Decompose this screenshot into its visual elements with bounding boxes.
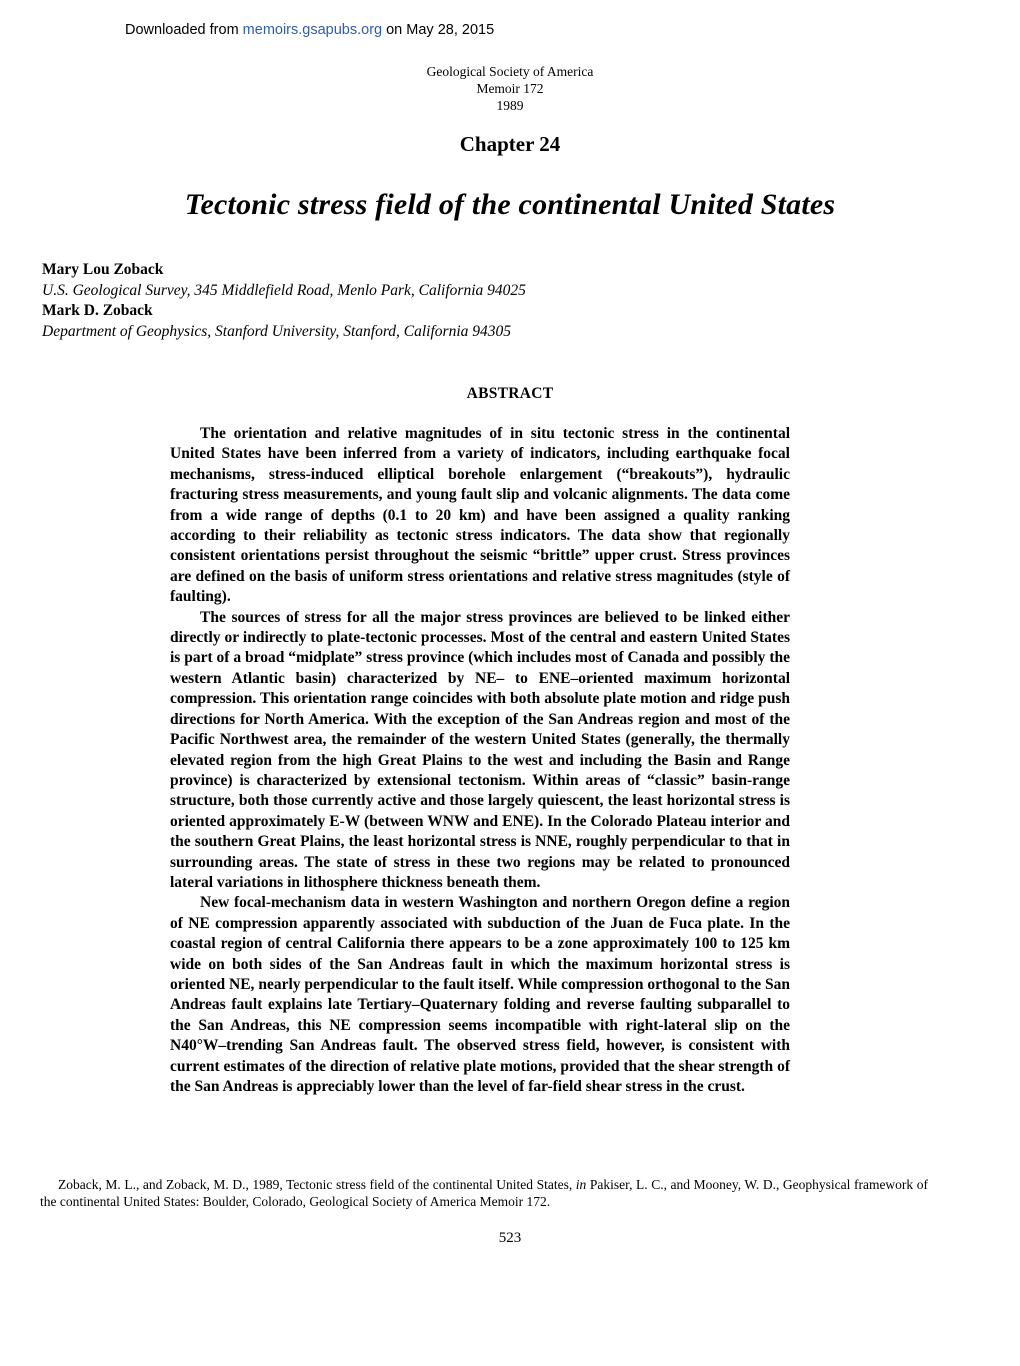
authors-block [42,260,920,342]
citation-text: Zoback, M. L., and Zoback, M. D., 1989, Tectonic stress field of the continental United States, [58,1177,576,1192]
publication-info [0,63,1020,114]
download-prefix: Downloaded from [125,22,243,38]
abstract-heading: ABSTRACT [466,385,554,402]
paper-title: Tectonic stress field of the continental United States [184,188,836,221]
publication-year: 1989 [496,98,524,113]
source-link[interactable]: memoirs.gsapubs.org [242,22,383,38]
citation-text: Pakiser, L. C., and Mooney, W. D., Geophysical framework of the continental United States: Boulder, Colorado, Geological Society of America Memoir 172. [40,1177,928,1209]
author-affiliation: Department of Geophysics, Stanford University, Stanford, California 94305 [42,322,511,340]
citation-footnote [40,1176,928,1210]
download-notice [125,22,494,38]
author-affiliation: U.S. Geological Survey, 345 Middlefield Road, Menlo Park, California 94025 [42,281,526,299]
download-suffix: on May 28, 2015 [382,22,495,38]
abstract-paragraph: The sources of stress for all the major stress provinces are believed to be linked either directly or indirectly to plate-tectonic processes. Most of the central and eastern United States is part of a broad “midplate” stress province (which includes most of Canada and possibly the western Atlantic basin) characterized by NE– to ENE–oriented maximum horizontal compression. This orientation range coincides with both absolute plate motion and ridge push directions for North America. With the exception of the San Andreas region and most of the Pacific Northwest area, the remainder of the western United States (generally, the thermally elevated region from the high Great Plains to the west and including the Basin and Range province) is characterized by extensional tectonism. Within areas of “classic” basin-range structure, both those currently active and those largely quiescent, the least horizontal stress is oriented approximately E-W (between WNW and ENE). In the Colorado Plateau interior and the southern Great Plains, the least horizontal stress is NNE, roughly perpendicular to that in surrounding areas. The state of stress in these two regions may be related to pronounced lateral variations in lithosphere thickness beneath them. [170,608,790,891]
chapter-heading: Chapter 24 [459,132,561,156]
page-number: 523 [498,1230,522,1246]
citation-in-marker: in [575,1177,587,1192]
abstract-paragraph: New focal-mechanism data in western Washington and northern Oregon define a region of NE compression apparently associated with subduction of the Juan de Fuca plate. In the coastal region of central California there appears to be a zone approximately 100 to 125 km wide on both sides of the San Andreas fault in which the maximum horizontal stress is oriented NE, nearly perpendicular to the fault itself. While compression orthogonal to the San Andreas fault explains late Tertiary–Quaternary folding and reverse faulting subparallel to the San Andreas, this NE compression seems incompatible with right-lateral slip on the N40°W–trending San Andreas fault. The observed stress field, however, is consistent with current estimates of the direction of relative plate motions, provided that the shear strength of the San Andreas is appreciably lower than the level of far-field shear stress in the crust. [170,894,790,1095]
memoir-number: Memoir 172 [476,81,544,96]
author-name: Mary Lou Zoback [42,261,164,278]
publisher-name: Geological Society of America [426,64,594,79]
abstract-body [170,424,790,1097]
abstract-paragraph: The orientation and relative magnitudes of in situ tectonic stress in the continental United States have been inferred from a variety of indicators, including earthquake focal mechanisms, stress-induced elliptical borehole enlargement (“breakouts”), hydraulic fracturing stress measurements, and young fault slip and volcanic alignments. The data come from a wide range of depths (0.1 to 20 km) and have been assigned a quality ranking according to their reliability as tectonic stress indicators. The data show that regionally consistent orientations persist throughout the seismic “brittle” upper crust. Stress provinces are defined on the basis of uniform stress orientations and relative stress magnitudes (style of faulting). [170,425,790,606]
author-name: Mark D. Zoback [42,302,153,319]
